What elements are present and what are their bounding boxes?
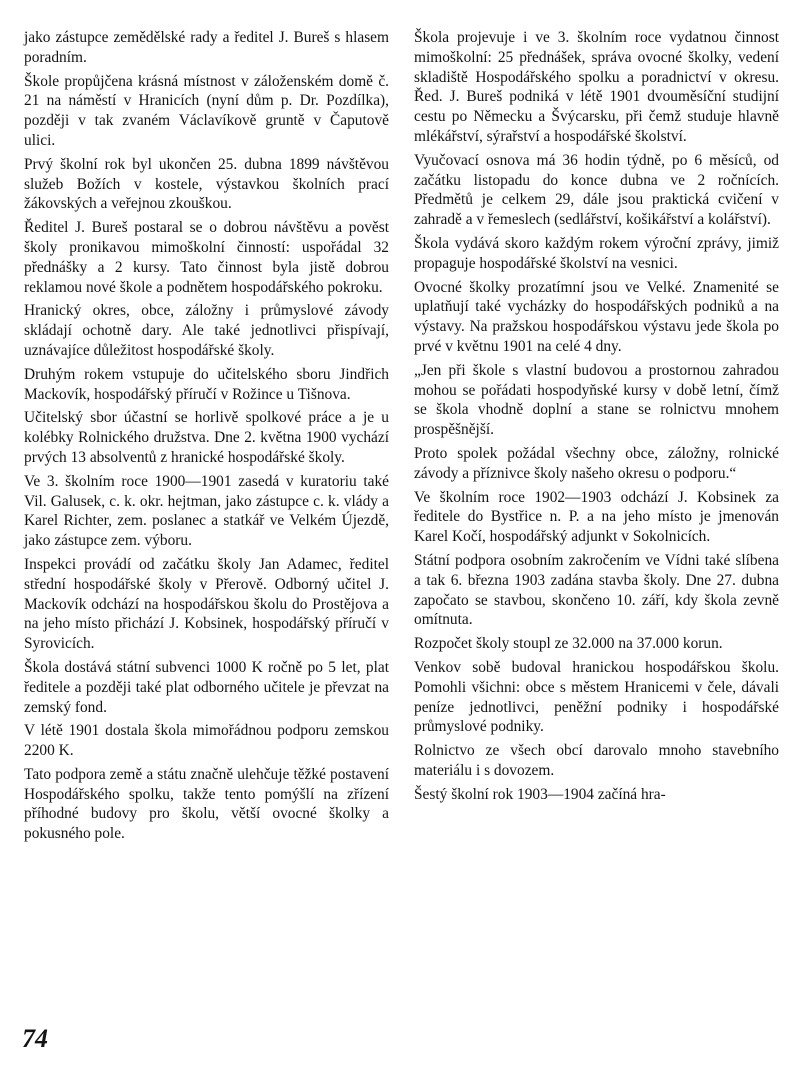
left-text-column	[24, 28, 389, 848]
paragraph: Druhým rokem vstupuje do učitelského sboru Jindřich Mackovík, hospodářský příručí v Rožince u Tišnova.	[24, 365, 389, 403]
paragraph: Škola dostává státní subvenci 1000 K ročně po 5 let, plat ředitele a později také plat odborného učitele je převzat na zemský fond.	[24, 658, 389, 716]
paragraph: Šestý školní rok 1903—1904 začíná hra-	[414, 785, 666, 803]
paragraph: Ředitel J. Bureš postaral se o dobrou návštěvu a pověst školy pronikavou mimoškolní činností: uspořádal 32 přednášky a 2 kursy. Tato činnost byla jistě dobrou reklamou nové škole a podnětem hospodářského pokroku.	[24, 219, 389, 296]
paragraph: Ovocné školky prozatímní jsou ve Velké. Znamenité se uplatňují také vycházky do hospodářských podniků a na výstavy. Na pražskou hospodářskou výstavu jede škola po prvé v květnu 1901 na celé 4 dny.	[414, 278, 779, 355]
page-number: 74	[22, 1024, 48, 1053]
paragraph: Vyučovací osnova má 36 hodin týdně, po 6 měsíců, od začátku listopadu do konce dubna ve 2 ročnících. Předmětů je celkem 29, dále jsou praktická cvičení v zahradě a v řemeslech (sedlářství, košikářství a kolářství).	[414, 151, 779, 229]
paragraph: Učitelský sbor účastní se horlivě spolkové práce a je u kolébky Rolnického družstva. Dne 2. května 1900 vychází prvých 13 absolventů z hranické hospodářské školy.	[24, 409, 389, 466]
paragraph: jako zástupce zemědělské rady a ředitel J. Bureš s hlasem poradním.	[24, 29, 389, 66]
paragraph: Škola vydává skoro každým rokem výroční zprávy, jimiž propaguje hospodářské školství na vesnici.	[414, 234, 779, 272]
paragraph: „Jen při škole s vlastní budovou a prostornou zahradou mohou se pořádati hospodyňské kursy v době letní, čímž se škola vhodně doplní a stane se rolnictvu mnohem prospěšnější.	[414, 361, 779, 439]
paragraph: Škole propůjčena krásná místnost v záloženském domě č. 21 na náměstí v Hranicích (nyní dům p. Dr. Pozdílka), později v tak zvaném Václavíkově gruntě v Čaputově ulici.	[24, 72, 389, 149]
paragraph: Venkov sobě budoval hranickou hospodářskou školu. Pomohli všichni: obce s městem Hranicemi v čele, dávali peníze jednotlivci, peněžní podniky i hospodářské průmyslové podniky.	[414, 658, 779, 736]
paragraph: Prvý školní rok byl ukončen 25. dubna 1899 návštěvou služeb Božích v kostele, výstavkou školních prací žákovských a veřejnou zkouškou.	[24, 155, 389, 213]
paragraph: Inspekci provádí od začátku školy Jan Adamec, ředitel střední hospodářské školy v Přerově. Odborný učitel J. Mackovík odchází na hospodářskou školu do Prostějova a na jeho místo přichází J. Kobsinek, hospodářský příručí v Syrovicích.	[24, 555, 389, 653]
paragraph: Škola projevuje i ve 3. školním roce vydatnou činnost mimoškolní: 25 přednášek, správa ovocné školky, vedení skladiště Hospodářského spolku a poradnictví v okresu. Řed. J. Bureš podniká v létě 1901 dvouměsíční studijní cestu po Německu a Švýcarsku, při čemž studuje hlavně mlékářství, sýrařství a hospodářské školství.	[414, 29, 779, 145]
paragraph: Rozpočet školy stoupl ze 32.000 na 37.000 korun.	[414, 635, 723, 653]
paragraph: Ve 3. školním roce 1900—1901 zasedá v kuratoriu také Vil. Galusek, c. k. okr. hejtman, jako zástupce c. k. vlády a Karel Richter, zem. poslanec a statkář ve Velkém Újezdě, jako zástupce zem. výboru.	[24, 472, 389, 550]
paragraph: V létě 1901 dostala škola mimořádnou podporu zemskou 2200 K.	[24, 722, 389, 760]
paragraph: Tato podpora země a státu značně ulehčuje těžké postavení Hospodářského spolku, takže tento pomýšlí na zřízení příhodné budovy pro školu, větší ovocné školky a pokusného pole.	[24, 765, 389, 843]
paragraph: Proto spolek požádal všechny obce, záložny, rolnické závody a příznivce školy našeho okresu o podporu.“	[414, 444, 779, 482]
right-text-column	[414, 28, 779, 808]
paragraph: Hranický okres, obce, záložny i průmyslové závody skládají ochotně dary. Ale také jednotlivci přispívají, uznávajíce důležitost hospodářské školy.	[24, 302, 389, 359]
paragraph: Ve školním roce 1902—1903 odchází J. Kobsinek za ředitele do Bystřice n. P. a na jeho místo je jmenován Karel Kočí, hospodářský adjunkt v Sokolnicích.	[414, 488, 779, 546]
paragraph: Rolnictvo ze všech obcí darovalo mnoho stavebního materiálu i s dovozem.	[414, 742, 779, 779]
paragraph: Státní podpora osobním zakročením ve Vídni také slíbena a tak 6. března 1903 zadána stavba školy. Dne 27. dubna započato se stavbou, skončeno 10. září, kdy škola zevně omítnuta.	[414, 551, 779, 629]
